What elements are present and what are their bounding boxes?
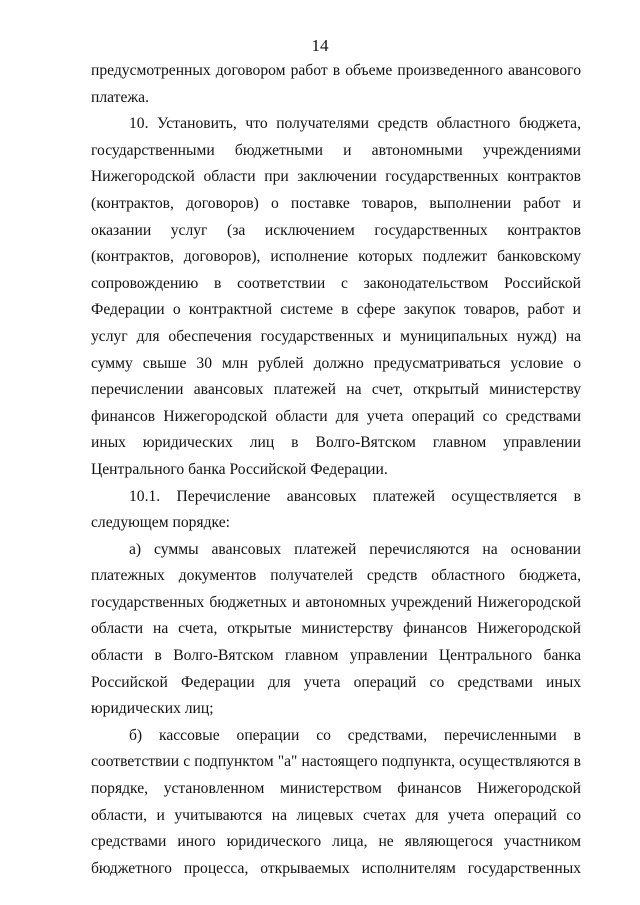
paragraph-continuation: предусмотренных договором работ в объеме произведенного авансового платежа. [91,62,581,106]
paragraph-subitem-a: а) суммы авансовых платежей перечисляются на основании платежных документов получателей средств областного бюджета, государственных бюджетных и автономных учреждений Нижегородской области на счета, открытые министерству финансов Нижегородской области в Волго-Вятском главном управлении Центрального банка Российской Федерации для учета операций со средствами иных юридических лиц; [91,540,581,718]
document-body [91,58,581,882]
paragraph-subitem-b: б) кассовые операции со средствами, перечисленными в соответствии с подпунктом "а" настоящего подпункта, осуществляются в порядке, установленном министерством финансов Нижегородской области, и учитываются на лицевых счетах для учета операций со средствами иного юридического лица, не являющегося участником бюджетного процесса, открываемых исполнителям государственных [91,726,581,877]
paragraph-item-10-1: 10.1. Перечисление авансовых платежей осуществляется в следующем порядке: [91,487,581,532]
paragraph-item-10: 10. Установить, что получателями средств областного бюджета, государственными бюджетными и автономными учреждениями Нижегородской области при заключении государственных контрактов (контрактов, договоров) о поставке товаров, выполнении работ и оказании услуг (за исключением государственных контрактов (контрактов, договоров), исполнение которых подлежит банковскому сопровождению в соответствии с законодательством Российской Федерации о контрактной системе в сфере закупок товаров, работ и услуг для обеспечения государственных и муниципальных нужд) на сумму свыше 30 млн рублей должно предусматриваться условие о перечислении авансовых платежей на счет, открытый министерству финансов Нижегородской области для учета операций со средствами иных юридических лиц в Волго-Вятском главном управлении Центрального банка Российской Федерации. [91,115,581,478]
page-number: 14 [311,36,329,55]
